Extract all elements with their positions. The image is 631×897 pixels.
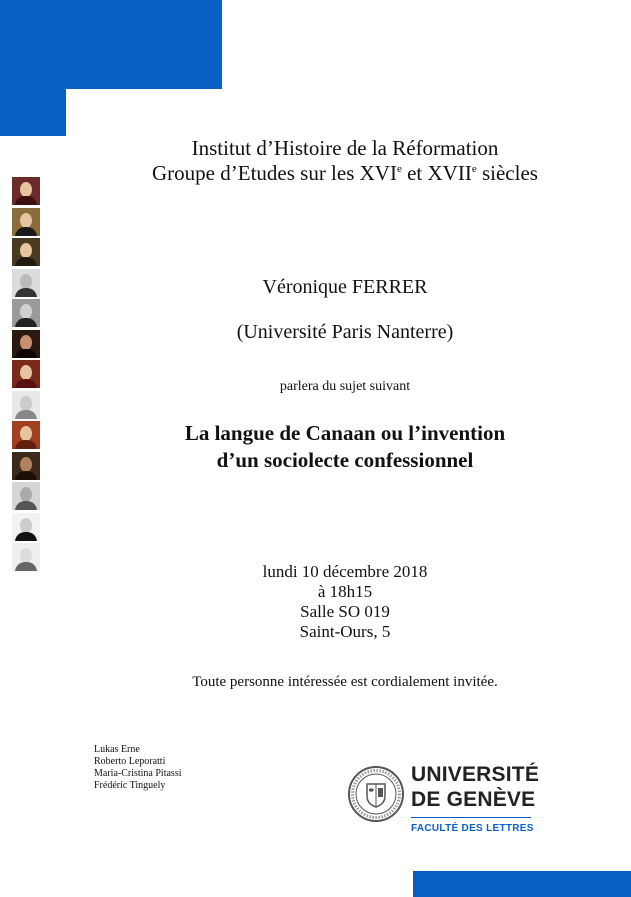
group-name: Groupe d’Etudes sur les XVIe et XVIIe siècles: [152, 161, 538, 185]
faculty-name: FACULTÉ DES LETTRES: [411, 823, 534, 834]
speaker-name: Véronique FERRER: [262, 276, 428, 298]
portrait-image: [12, 452, 40, 480]
logo-divider: [411, 817, 531, 818]
portrait-image: [12, 391, 40, 419]
organizer-name: Lukas Erne: [94, 744, 140, 755]
event-date: lundi 10 décembre 2018: [262, 562, 428, 581]
decorative-blue-block-bottom: [413, 871, 631, 897]
event-room: Salle SO 019: [300, 602, 390, 621]
talk-intro: parlera du sujet suivant: [279, 379, 411, 394]
organizer-name: Frédéric Tinguely: [94, 780, 166, 791]
decorative-blue-block-top-step: [0, 89, 66, 136]
portrait-image: [12, 482, 40, 510]
institute-header: [60, 136, 630, 186]
university-seal-icon: [347, 765, 405, 823]
talk-title-line: d’un sociolecte confessionnel: [216, 448, 474, 472]
university-name-line: DE GENÈVE: [411, 788, 536, 811]
portrait-strip: [12, 177, 40, 574]
portrait-image: [12, 238, 40, 266]
university-logo: [347, 762, 540, 842]
portrait-image: [12, 421, 40, 449]
speaker-affiliation: (Université Paris Nanterre): [236, 321, 454, 343]
decorative-blue-block-top: [0, 0, 222, 89]
portrait-image: [12, 208, 40, 236]
university-name: [411, 762, 539, 812]
talk-title: [60, 420, 630, 474]
organizer-name: Maria-Cristina Pitassi: [94, 768, 182, 779]
invitation-text: Toute personne intéressée est cordialement invitée.: [192, 674, 498, 690]
event-details: [60, 562, 630, 642]
event-time: à 18h15: [317, 582, 373, 601]
portrait-image: [12, 543, 40, 571]
portrait-image: [12, 269, 40, 297]
portrait-image: [12, 177, 40, 205]
talk-title-line: La langue de Canaan ou l’invention: [184, 421, 506, 445]
portrait-image: [12, 513, 40, 541]
organizer-name: Roberto Leporatti: [94, 756, 166, 767]
organizers-list: [94, 744, 182, 792]
institute-name: Institut d’Histoire de la Réformation: [191, 136, 499, 160]
event-building: Saint-Ours, 5: [299, 622, 391, 641]
university-name-line: UNIVERSITÉ: [411, 763, 540, 786]
portrait-image: [12, 360, 40, 388]
portrait-image: [12, 299, 40, 327]
portrait-image: [12, 330, 40, 358]
